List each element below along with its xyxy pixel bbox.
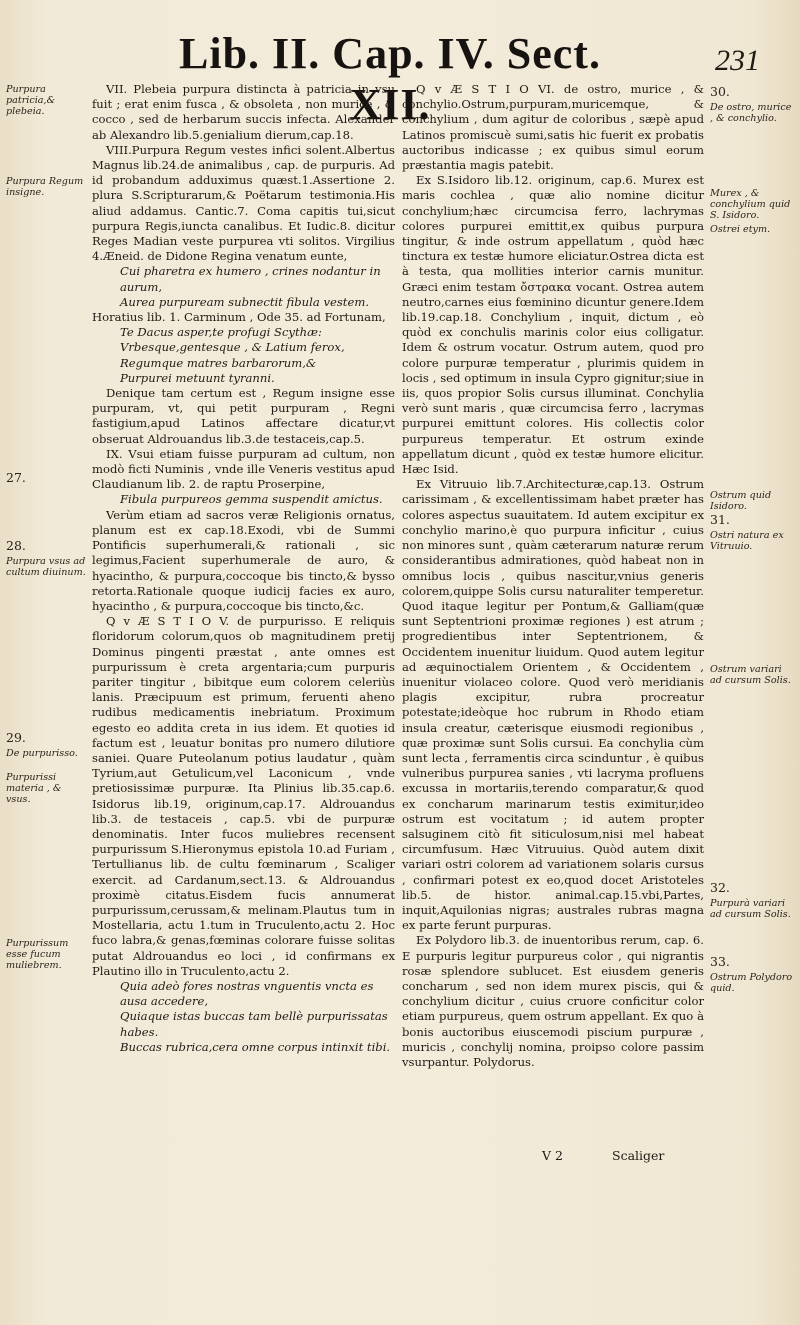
catchword: Scaliger — [612, 1148, 665, 1163]
margin-note: Ostrum variari ad cursum Solis. — [710, 664, 791, 686]
paragraph: Ex Polydoro lib.3. de inuentoribus rerum, cap. 6. E purpuris legitur purpureus color , qui nigrantis rosæ splendore sublucet. Est eiusdem generis concharum , sed non idem murex piscis, qui & conchylium dicitur , cuius cruore conficitur color etiam purpureus, quem ostrum appellant. Ex quo à bonis auctoribus eiuscemodi piscium purpuræ , muricis , conchylij nomina, proipso colore passim vsurpantur. Polydorus. — [402, 933, 704, 1069]
margin-note: Ostrum quid Isidoro. — [710, 490, 772, 512]
margin-note: Purpura patricia,& plebeia. — [6, 84, 56, 117]
right-text-column — [402, 82, 704, 1070]
verse-line: Quiaque istas buccas tam bellè purpurissatas habes. — [120, 1009, 388, 1039]
margin-note: De purpurisso. — [6, 748, 78, 759]
margin-number: 28. — [6, 538, 26, 553]
margin-number: 27. — [6, 470, 26, 485]
verse-line: Cui pharetra ex humero , crines nodantur in aurum, — [120, 264, 381, 294]
margin-note: Ostrei etym. — [710, 224, 771, 235]
verse-line: Purpurei metuunt tyranni. — [120, 370, 275, 385]
left-text-column — [92, 82, 395, 1055]
verse-line: Buccas rubrica,cera omne corpus intinxit tibi. — [120, 1039, 391, 1054]
margin-note: De ostro, murice , & conchylio. — [710, 102, 792, 124]
paragraph: Denique tam certum est , Regum insigne esse purpuram, vt, qui petit purpuram , Regni fastigium,apud Latinos affectare dicatur,vt obseruat Aldrouandus lib.3.de testaceis,cap.5. — [92, 386, 395, 446]
paragraph: VIII.Purpura Regum vestes infici solent.Albertus Magnus lib.24.de animalibus , cap. de purpuris. Ad id probandum adduximus quæst.1.Assertione 2. plura S.Scripturarum,& Poëtarum testimonia.His aliud addamus. Cantic.7. Coma capitis tui,sicut purpura Regis,iuncta canalibus. Et Iudic.8. dicitur Reges Madian veste purpurea vti solitos. Virgilius 4.Æneid. de Didone Regina venatum eunte, — [92, 142, 395, 264]
margin-note: Purpurà variari ad cursum Solis. — [710, 898, 791, 920]
verse-line: Quia adeò fores nostras vnguentis vncta es ausa accedere, — [120, 978, 374, 1009]
page-number: 231 — [715, 44, 760, 77]
signature-mark: V 2 — [542, 1148, 563, 1163]
paragraph: Ex S.Isidoro lib.12. originum, cap.6. Murex est maris cochlea , quæ alio nomine dicitur conchylium;hæc circumcisa ferro, lachrymas colores purpurei emittit,ex quibus purpura tingitur, & inde ostrum appellatum , quòd hæc tinctura ex testæ humore eliciatur.Ostrea dicta est à testa, qua mollities interior carnis munitur. Græci enim testam ὄστρακα vocant. Ostrea autem neutro,carnes eius fœminino dicuntur genere.Idem lib.19.cap.18. Conchylium , inquit, dictum , eò quòd ex conchulis marinis color eius colligatur. Idem & ostrum vocatur. Ostrum autem, quod pro colore purpuræ temperatur , plurimis quidem in locis , sed optimum in insula Cypro gignitur;siue in iis, quos propior Solis cursus illuminat. Conchylia verò sunt maris , quæ circumcisa ferro , lacrymas purpurei emittunt colores. His collectis color purpureus temperatur. Et ostrum exinde appellatum dicunt , quòd ex testæ humore elicitur. Hæc Isid. — [402, 173, 704, 477]
margin-number: 29. — [6, 730, 26, 745]
margin-number: 32. — [710, 880, 730, 895]
verse-line: Fibula purpureos gemma suspendit amictus. — [120, 492, 383, 507]
verse-line: Vrbesque,gentesque , & Latium ferox, — [120, 340, 345, 355]
margin-number: 31. — [710, 512, 730, 527]
verse-line: Regumque matres barbarorum,& — [120, 355, 317, 370]
paragraph: Horatius lib. 1. Carminum , Ode 35. ad Fortunam, — [92, 310, 386, 325]
paragraph: Q v Æ S T I O V. de purpurisso. E reliquis floridorum colorum,quos ob magnitudinem pretij Dominus pingenti præstat , ante omnes est purpurissum è creta argentaria;cum purpuris pariter tingitur , bibitque eum colorem celeriùs lanis. Præcipuum est primum, feruenti aheno rudibus medicamentis inebriatum. Proximum egesto eo addita creta in ius idem. Et quoties id factum est , leuatur bonitas pro numero dilutiore saniei. Quare Puteolanum potius laudatur , quàm Tyrium,aut Getulicum,vel Laconicum , vnde pretiosissimæ purpuræ. Ita Plinius lib.35.cap.6. Isidorus lib.19, originum,cap.17. Aldrouandus lib.3. de testaceis , cap.5. vbi de purpuræ denominatis. Inter fucos muliebres recensent purpurissum S.Hieronymus epistola 10.ad Furiam , Tertullianus lib. de cultu fœminarum , Scaliger exercit. ad Cardanum,sect.13. & Aldrouandus proximè citatus.Eisdem fucis annumerat purpurissum,cerussam,& melinam.Plautus tum in Mostellaria, actu 1.tum in Truculento,actu 2. Hoc fuco labra,& genas,fœminas colorare fuisse solitas putat Aldrouandus eo loci , id confirmans ex Plautino illo in Truculento,actu 2. — [92, 614, 395, 978]
running-title: Lib. II. Cap. IV. Sect. XII. — [179, 29, 601, 129]
paragraph: Ex Vitruuio lib.7.Architecturæ,cap.13. Ostrum carissimam , & excellentissimam habet præter has colores aspectus suauitatem. Id autem excipitur ex conchylio marino,è quo purpura inficitur , cuius non minores sunt , quàm cæterarum naturæ rerum considerantibus admirationes, quòd habeat non in omnibus locis , quibus nascitur,vnius generis colorem,quippe Solis cursu naturaliter temperetur. Quod itaque legitur per Pontum,& Galliam(quæ sunt Septentrioni proximæ regiones ) est atrum ; progredientibus inter Septentrionem, & Occidentem inuenitur liuidum. Quod autem legitur ad æquinoctialem Orientem , & Occidentem , inuenitur violaceo colore. Quod verò meridianis plagis excipitur, rubra procreatur potestate;ideòque hoc rubrum in Rhodo etiam insula creatur, cæterisque eiusmodi regionibus , quæ proximæ sunt Solis cursui. Ea conchylia cùm sunt lecta , ferramentis circa scinduntur , è quibus vulneribus purpurea sanies , vti lacryma profluens excussa in mortariis,terendo comparatur,& quod ex concharum marinarum testis eximitur,ideo ostrum est vocitatum ; id autem propter salsuginem citò fit siticulosum,nisi mel habeat circumfusum. Hæc Vitruuius. Quòd autem dixit variari ostri colorem ad variationem solaris cursus , confirmari potest ex eo,quod docet Aristoteles lib.5. de histor. animal.cap.15.vbi,Partes, inquit,Aquilonias nigras; australes rubras magna ex parte ferunt purpuras. — [402, 477, 704, 933]
margin-note: Purpurissi materia , & vsus. — [6, 772, 62, 805]
paragraph: Q v Æ S T I O VI. de ostro, murice , & conchylio.Ostrum,purpuram,muricemque, & conchylium , dum agitur de coloribus , sæpè apud Latinos promiscuè sumi,satis hic fuerit ex probatis auctoribus indicasse ; ex quibus simul eorum præstantia magis patebit. — [402, 82, 704, 173]
margin-note: Purpura Regum insigne. — [6, 176, 84, 198]
margin-note: Murex , & conchylium quid S. Isidoro. — [710, 188, 791, 221]
margin-number: 30. — [710, 84, 730, 99]
margin-note: Purpura vsus ad cultum diuinum. — [6, 556, 86, 578]
paragraph: VII. Plebeia purpura distincta à patricia in vsu fuit ; erat enim fusca , & obsoleta , non murice , & cocco , sed de herbarum succis infecta. Alexander ab Alexandro lib.5.genialium dierum,cap.18. — [92, 82, 395, 142]
margin-note: Purpurissum esse fucum muliebrem. — [6, 938, 69, 971]
margin-note: Ostri natura ex Vitruuio. — [710, 530, 784, 552]
verse-line: Te Dacus asper,te profugi Scythæ: — [120, 325, 322, 340]
paragraph: IX. Vsui etiam fuisse purpuram ad cultum, non modò ficti Numinis , vnde ille Veneris vestitus apud Claudianum lib. 2. de raptu Proserpine, — [92, 446, 395, 492]
margin-number: 33. — [710, 954, 730, 969]
margin-note: Ostrum Polydoro quid. — [710, 972, 793, 994]
paragraph: Verùm etiam ad sacros veræ Religionis ornatus, planum est ex cap.18.Exodi, vbi de Summi Pontificis superhumerali,& rationali , sic legimus,Facient superhumerale de auro, & hyacintho, & purpura,coccoque bis tincto,& bysso retorta.Rationale quoque iudicij facies ex auro, hyacintho , & purpura,coccoque bis tincto,&c. — [92, 507, 395, 613]
verse-line: Aurea purpuream subnectit fibula vestem. — [120, 294, 370, 309]
